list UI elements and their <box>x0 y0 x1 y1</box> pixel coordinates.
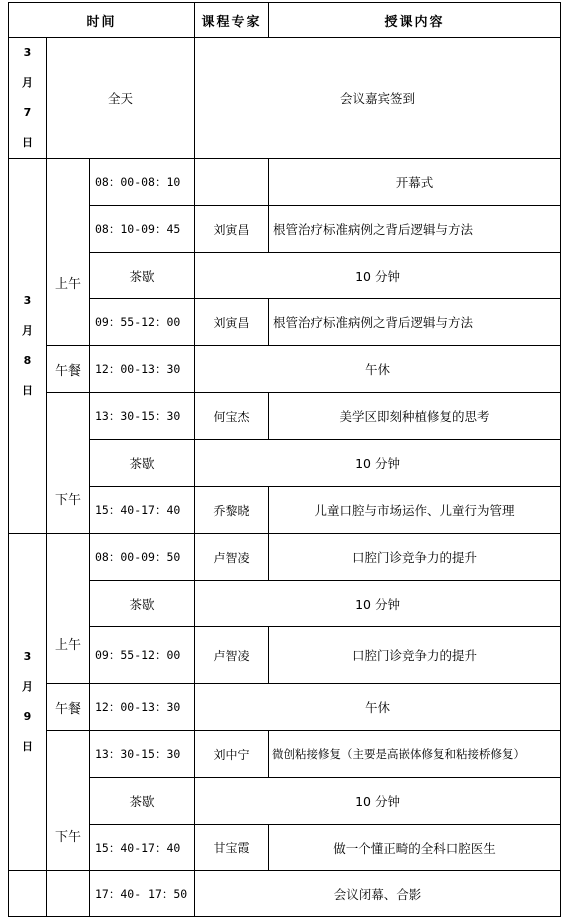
table-row <box>9 440 561 487</box>
time-cell: 12：00-13：30 <box>90 346 195 393</box>
date-cell <box>9 159 47 534</box>
date-cell <box>9 534 47 871</box>
period-cell <box>47 159 90 346</box>
table-row <box>9 627 561 684</box>
content-cell: 根管治疗标准病例之背后逻辑与方法 <box>269 299 561 346</box>
time-cell: 茶歇 <box>90 253 195 299</box>
expert-cell: 乔黎晓 <box>195 487 269 534</box>
time-cell: 09：55-12：00 <box>90 627 195 684</box>
table-row <box>9 534 561 581</box>
time-cell: 15：40-17：40 <box>90 825 195 871</box>
content-cell: 会议闭幕、合影 <box>195 871 561 917</box>
content-cell: 10 分钟 <box>195 581 561 627</box>
table-row <box>9 393 561 440</box>
expert-cell: 刘寅昌 <box>195 206 269 253</box>
date-cell <box>9 871 47 917</box>
table-row <box>9 684 561 731</box>
period-cell <box>47 534 90 684</box>
period-label: 下午 <box>54 492 81 508</box>
table-row <box>9 731 561 778</box>
table-row <box>9 159 561 206</box>
table-row <box>9 778 561 825</box>
content-cell: 午休 <box>195 684 561 731</box>
table-row <box>9 38 561 159</box>
time-cell: 17：40- 17：50 <box>90 871 195 917</box>
time-cell: 13：30-15：30 <box>90 393 195 440</box>
content-cell: 根管治疗标准病例之背后逻辑与方法 <box>269 206 561 253</box>
header-content: 授课内容 <box>269 3 561 38</box>
period-label: 下午 <box>54 830 81 845</box>
time-cell: 09：55-12：00 <box>90 299 195 346</box>
time-cell: 08：10-09：45 <box>90 206 195 253</box>
content-cell: 做一个懂正畸的全科口腔医生 <box>269 825 561 871</box>
period-cell: 午餐 <box>47 684 90 731</box>
content-cell: 10 分钟 <box>195 778 561 825</box>
period-label: 上午 <box>54 638 81 653</box>
expert-cell: 卢智凌 <box>195 534 269 581</box>
time-cell: 15：40-17：40 <box>90 487 195 534</box>
content-cell: 开幕式 <box>269 159 561 206</box>
period-cell <box>47 871 90 917</box>
time-cell: 茶歇 <box>90 778 195 825</box>
period-cell <box>47 731 90 871</box>
date-label: 3月7日 <box>22 46 33 149</box>
time-cell: 茶歇 <box>90 440 195 487</box>
date-label: 3月8日 <box>22 294 33 397</box>
table-row <box>9 581 561 627</box>
time-cell: 13：30-15：30 <box>90 731 195 778</box>
header-row <box>9 3 561 38</box>
schedule-table <box>8 2 561 917</box>
content-cell: 口腔门诊竞争力的提升 <box>269 627 561 684</box>
header-time: 时间 <box>9 3 195 38</box>
time-cell: 12：00-13：30 <box>90 684 195 731</box>
time-cell: 08：00-09：50 <box>90 534 195 581</box>
date-cell <box>9 38 47 159</box>
table-row <box>9 206 561 253</box>
expert-cell <box>195 159 269 206</box>
content-cell: 午休 <box>195 346 561 393</box>
table-row <box>9 487 561 534</box>
date-label: 3月9日 <box>22 650 33 753</box>
content-cell: 美学区即刻种植修复的思考 <box>269 393 561 440</box>
content-cell: 10 分钟 <box>195 253 561 299</box>
expert-cell: 甘宝霞 <box>195 825 269 871</box>
time-cell: 08：00-08：10 <box>90 159 195 206</box>
expert-cell: 卢智凌 <box>195 627 269 684</box>
header-expert: 课程专家 <box>195 3 269 38</box>
time-cell: 茶歇 <box>90 581 195 627</box>
expert-cell: 刘中宁 <box>195 731 269 778</box>
period-label: 上午 <box>54 276 81 292</box>
table-row <box>9 346 561 393</box>
content-cell: 儿童口腔与市场运作、儿童行为管理 <box>269 487 561 534</box>
table-row <box>9 871 561 917</box>
period-cell: 午餐 <box>47 346 90 393</box>
table-row <box>9 825 561 871</box>
expert-cell: 刘寅昌 <box>195 299 269 346</box>
expert-cell: 何宝杰 <box>195 393 269 440</box>
table-row <box>9 253 561 299</box>
content-cell: 口腔门诊竞争力的提升 <box>269 534 561 581</box>
time-cell: 全天 <box>47 38 195 159</box>
period-cell <box>47 393 90 534</box>
table-row <box>9 299 561 346</box>
content-cell: 微创粘接修复（主要是高嵌体修复和粘接桥修复） <box>269 731 561 778</box>
content-cell: 会议嘉宾签到 <box>195 38 561 159</box>
content-cell: 10 分钟 <box>195 440 561 487</box>
